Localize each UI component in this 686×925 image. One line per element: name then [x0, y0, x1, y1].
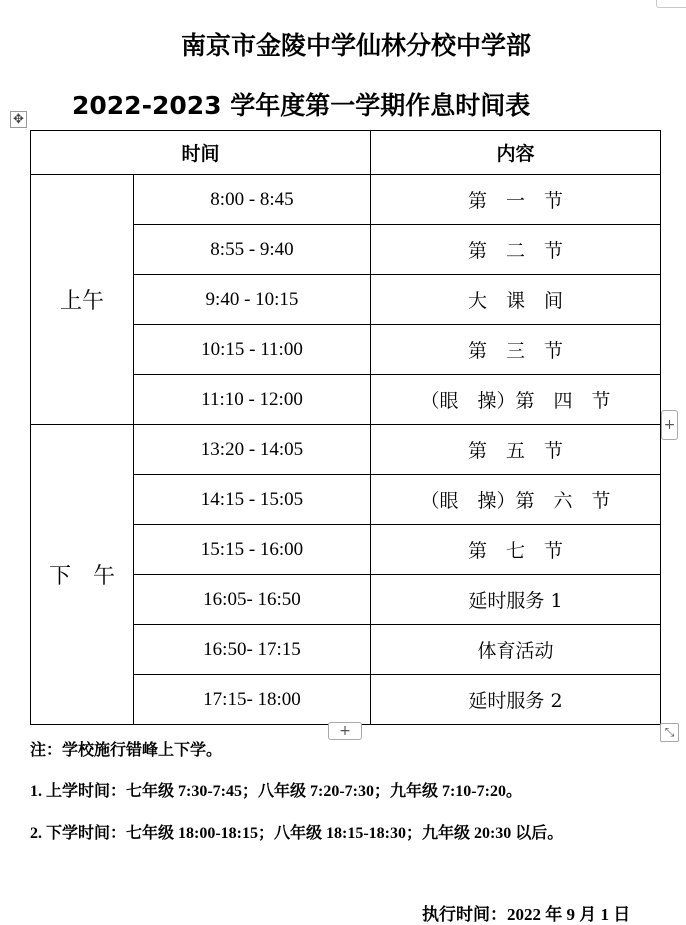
period-morning: 上午	[31, 175, 134, 425]
table-row	[31, 425, 661, 475]
time-cell: 15:15 - 16:00	[134, 525, 371, 575]
time-cell: 17:15- 18:00	[134, 675, 371, 725]
header-time: 时间	[31, 131, 371, 175]
time-cell: 11:10 - 12:00	[134, 375, 371, 425]
time-cell: 9:40 - 10:15	[134, 275, 371, 325]
time-cell: 8:55 - 9:40	[134, 225, 371, 275]
content-cell: 大 课 间	[371, 275, 661, 325]
content-cell: 延时服务 1	[371, 575, 661, 625]
content-cell: 第 七 节	[371, 525, 661, 575]
time-cell: 8:00 - 8:45	[134, 175, 371, 225]
note-arrival-times: 1. 上学时间：七年级 7:30-7:45；八年级 7:20-7:30；九年级 7:10-7:20。	[30, 783, 522, 800]
content-cell: 第 一 节	[371, 175, 661, 225]
content-cell: 延时服务 2	[371, 675, 661, 725]
time-cell: 14:15 - 15:05	[134, 475, 371, 525]
table-header-row	[31, 131, 661, 175]
header-content: 内容	[371, 131, 661, 175]
content-cell: （眼 操）第 六 节	[371, 475, 661, 525]
schedule-table	[30, 130, 661, 725]
note-dismissal-times: 2. 下学时间：七年级 18:00-18:15；八年级 18:15-18:30；九年级 20:30 以后。	[30, 825, 564, 842]
add-column-plus-icon[interactable]: +	[661, 410, 678, 440]
content-cell: 第 三 节	[371, 325, 661, 375]
note-title: 注：学校施行错峰上下学。	[30, 742, 223, 759]
time-cell: 13:20 - 14:05	[134, 425, 371, 475]
content-cell: 第 五 节	[371, 425, 661, 475]
content-cell: 体育活动	[371, 625, 661, 675]
content-cell: 第 二 节	[371, 225, 661, 275]
school-title: 南京市金陵中学仙林分校中学部	[180, 31, 531, 60]
add-row-plus-icon[interactable]: +	[328, 722, 362, 740]
table-row	[31, 175, 661, 225]
time-cell: 16:50- 17:15	[134, 625, 371, 675]
time-cell: 10:15 - 11:00	[134, 325, 371, 375]
time-cell: 16:05- 16:50	[134, 575, 371, 625]
page-corner-marker	[656, 0, 686, 8]
table-resize-icon[interactable]: ⤡	[660, 723, 679, 742]
period-afternoon: 下 午	[31, 425, 134, 725]
content-cell: （眼 操）第 四 节	[371, 375, 661, 425]
schedule-title: 2022-2023 学年度第一学期作息时间表	[72, 91, 531, 120]
table-move-handle-icon[interactable]: ✥	[10, 111, 27, 128]
effective-date: 执行时间：2022 年 9 月 1 日	[422, 905, 631, 924]
